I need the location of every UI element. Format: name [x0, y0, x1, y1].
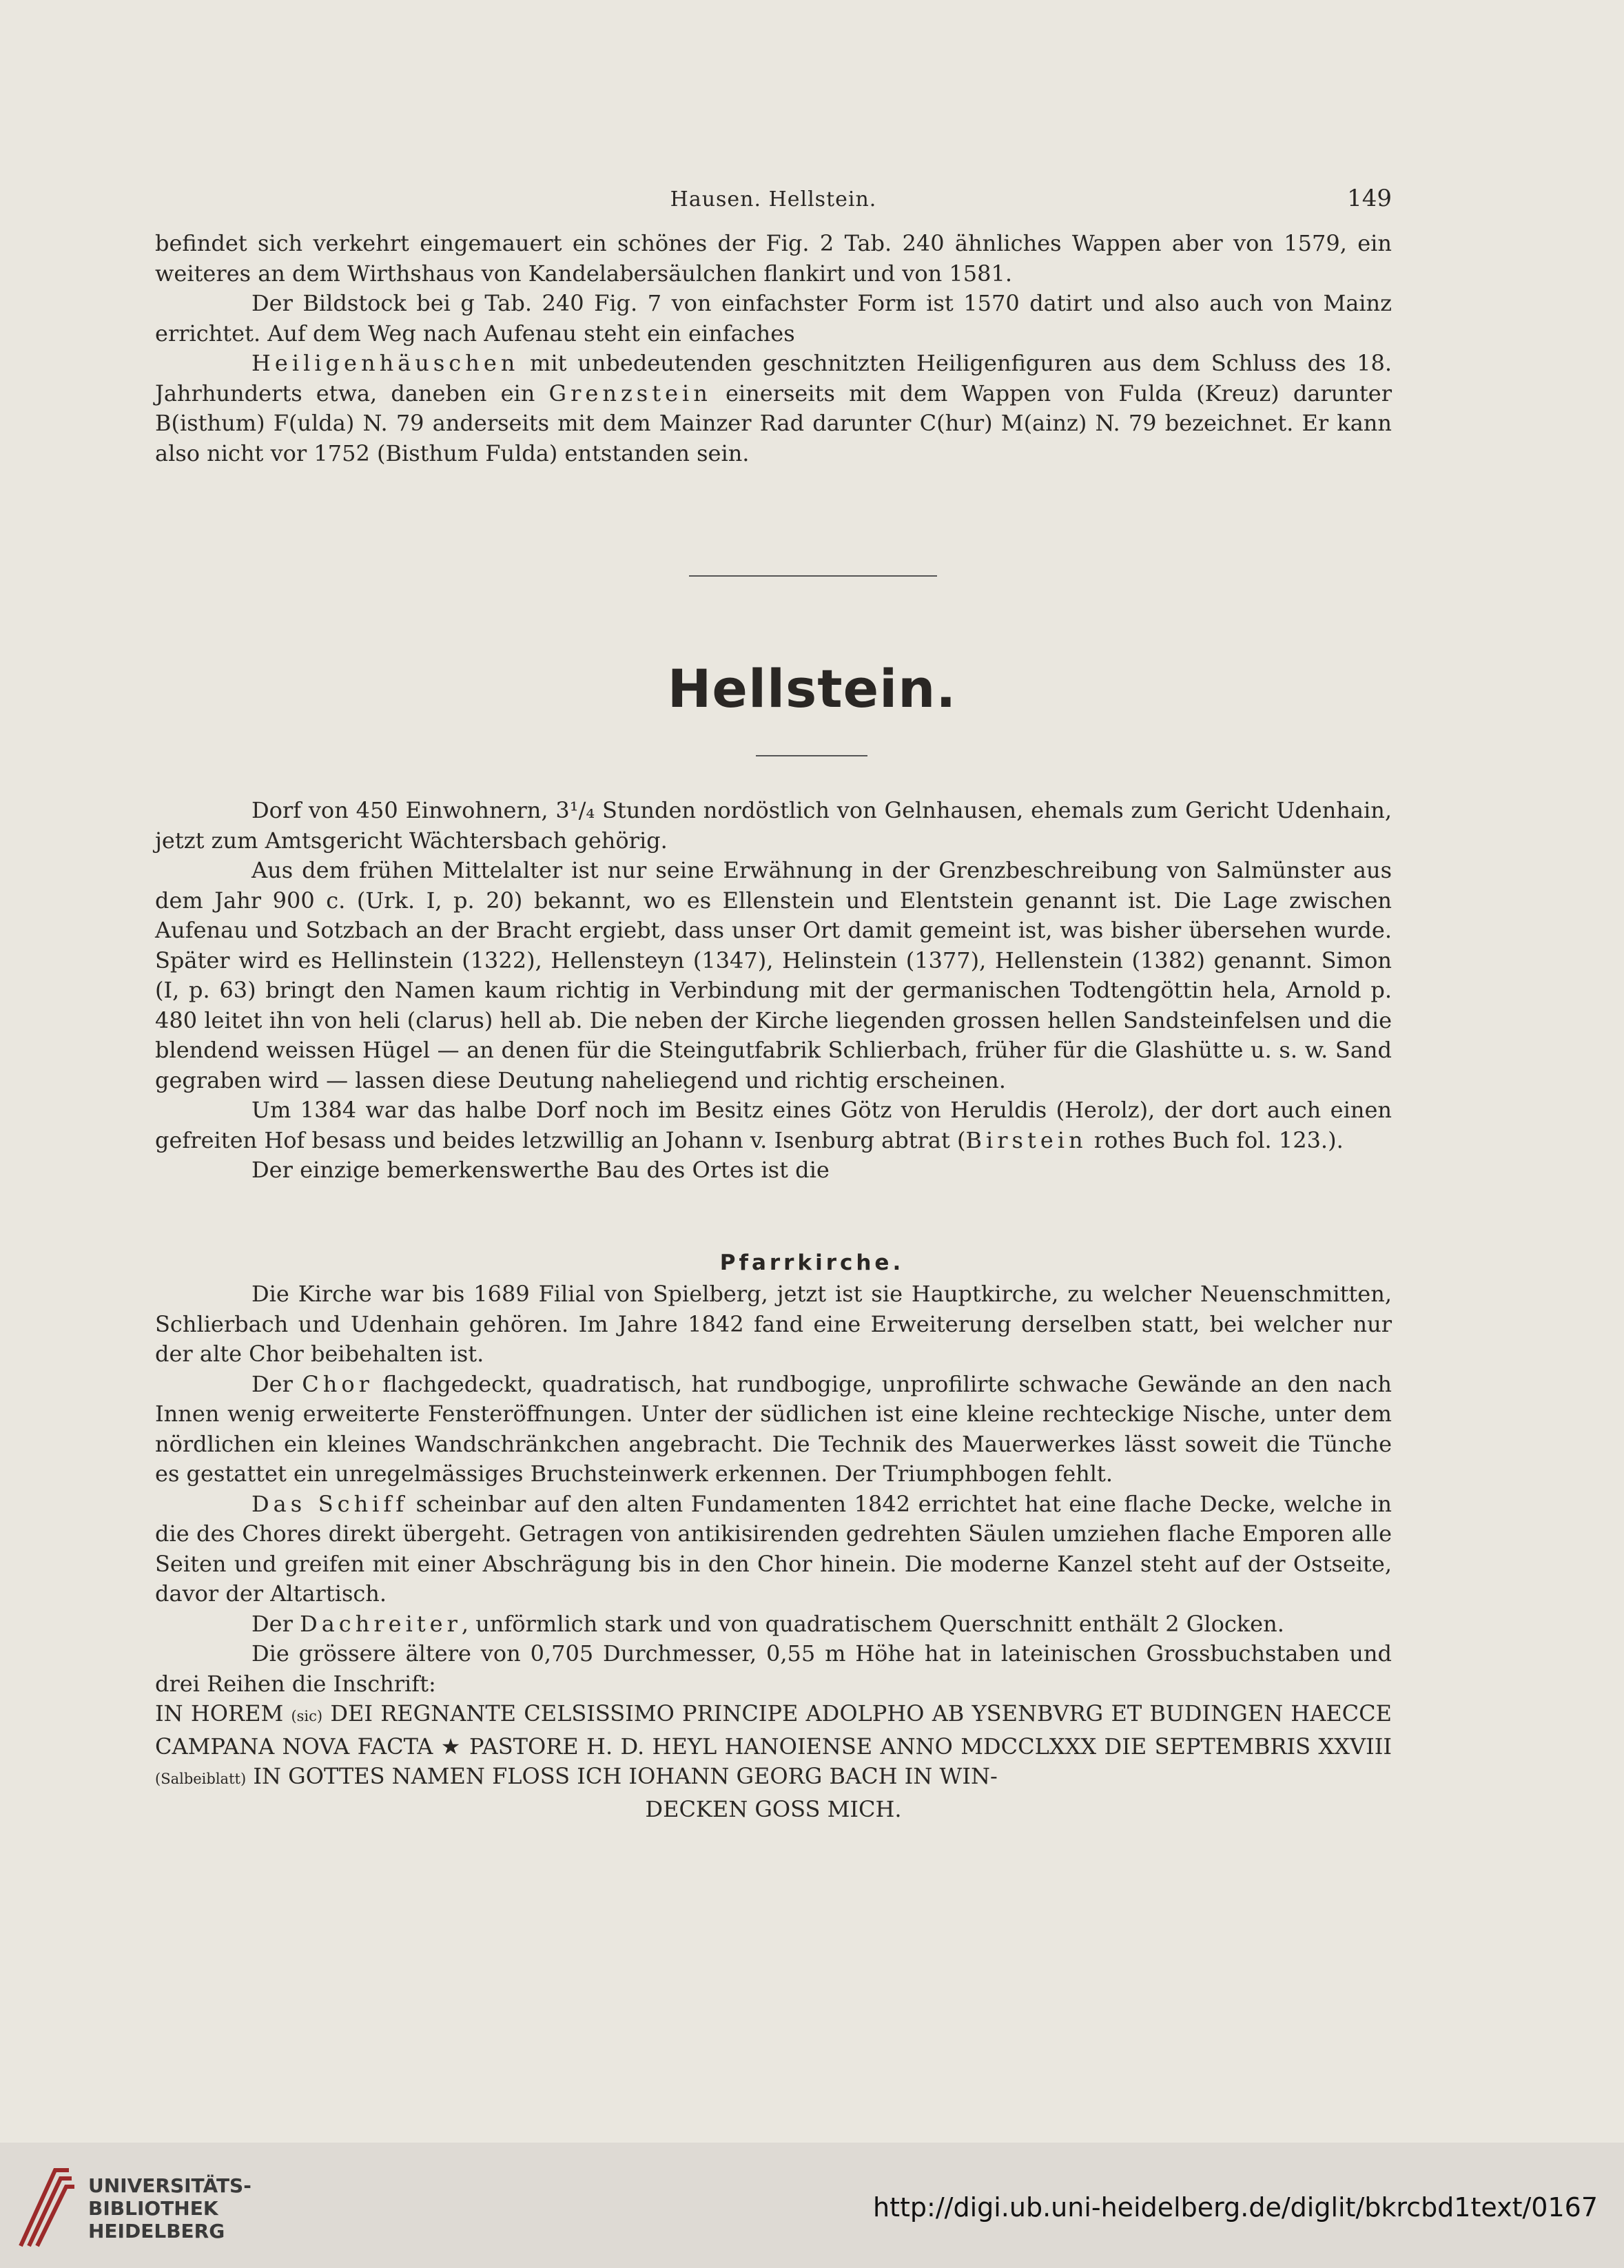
spaced-term: Birstein	[965, 1126, 1087, 1153]
library-logo-icon	[14, 2156, 76, 2253]
running-title: Hausen. Hellstein.	[670, 187, 877, 212]
paragraph: Um 1384 war das halbe Dorf noch im Besitz eines Götz von Heruldis (Herolz), der dort auch einen gefreiten Hof besass und beides letzwillig an Johann v. Isenburg abtrat (Birstein rothes Buch fol. 123.).	[155, 1097, 1392, 1153]
paragraph: Die grössere ältere von 0,705 Durchmesser, 0,55 m Höhe hat in lateinischen Grossbuchstaben und drei Reihen die Inschrift:	[155, 1640, 1392, 1697]
section-divider	[689, 575, 937, 577]
running-header	[155, 183, 1392, 218]
paragraph: Der Dachreiter, unförmlich stark und von quadratischem Querschnitt enthält 2 Glocken.	[251, 1610, 1284, 1637]
inscription-last-line: DECKEN GOSS MICH.	[645, 1795, 902, 1822]
paragraph: Der Chor flachgedeckt, quadratisch, hat rundbogige, unprofilirte schwache Gewände an den nach Innen wenig erweiterte Fensteröffnungen. Unter der südlichen ist eine kleine rechteckige Nische, unter dem nördlichen ein kleines Wandschränkchen angebracht. Die Technik des Mauerwerkes lässt soweit die Tünche es gestattet ein unregelmässiges Bruchsteinwerk erkennen. Der Triumphbogen fehlt.	[155, 1370, 1392, 1487]
source-url-link[interactable]: http://digi.ub.uni-heidelberg.de/diglit/bkrcbd1text/0167	[873, 2192, 1598, 2223]
spaced-term: Chor	[302, 1370, 373, 1397]
spaced-term: Das Schiff	[251, 1490, 409, 1517]
hellstein-body	[155, 796, 1392, 1186]
paragraph: Der Bildstock bei g Tab. 240 Fig. 7 von einfachster Form ist 1570 datirt und also auch von Mainz errichtet. Auf dem Weg nach Aufenau steht ein einfaches	[155, 290, 1392, 347]
paragraph: Aus dem frühen Mittelalter ist nur seine Erwähnung in der Grenzbeschreibung von Salmünster aus dem Jahr 900 c. (Urk. I, p. 20) bekannt, wo es Ellenstein und Elentstein genannt ist. Die Lage zwischen Aufenau und Sotzbach an der Bracht ergiebt, dass unser Ort damit gemeint ist, was bisher übersehen wurde. Später wird es Hellinstein (1322), Hellensteyn (1347), Helinstein (1377), Hellenstein (1382) genannt. Simon (I, p. 63) bringt den Namen kaum richtig in Verbindung mit der germanischen Todtengöttin hela, Arnold p. 480 leitet ihn von heli (clarus) hell ab. Die neben der Kirche liegenden grossen hellen Sandsteinfelsen und die blendend weissen Hügel — an denen für die Steingutfabrik Schlierbach, früher für die Glashütte u. s. w. Sand gegraben wird — lassen diese Deutung naheliegend und richtig erscheinen.	[155, 857, 1392, 1093]
sic-note: (sic)	[291, 1708, 323, 1724]
paragraph: befindet sich verkehrt eingemauert ein schönes der Fig. 2 Tab. 240 ähnliches Wappen aber von 1579, ein weiteres an dem Wirthshaus von Kandelabersäulchen flankirt und von 1581.	[155, 230, 1392, 287]
section-heading: Pfarrkirche.	[719, 1250, 905, 1275]
paragraph: Der einzige bemerkenswerthe Bau des Ortes ist die	[251, 1157, 830, 1183]
spaced-term: Dachreiter	[300, 1610, 462, 1637]
paragraph: Die Kirche war bis 1689 Filial von Spielberg, jetzt ist sie Hauptkirche, zu welcher Neuenschmitten, Schlierbach und Udenhain gehören. Im Jahre 1842 fand eine Erweiterung derselben statt, bei welcher nur der alte Chor beibehalten ist.	[155, 1281, 1392, 1367]
paragraph: Dorf von 450 Einwohnern, 3¹/₄ Stunden nordöstlich von Gelnhausen, ehemals zum Gericht Udenhain, jetzt zum Amtsgericht Wächtersbach gehörig.	[155, 797, 1392, 854]
article-title: Hellstein.	[667, 658, 957, 719]
paragraph: Das Schiff scheinbar auf den alten Fundamenten 1842 errichtet hat eine flache Decke, welche in die des Chores direkt übergeht. Getragen von antikisirenden gedrehten Säulen umziehen flache Emporen alle Seiten und greifen mit einer Abschrägung bis in den Chor hinein. Die moderne Kanzel steht auf der Ostseite, davor der Altartisch.	[155, 1490, 1392, 1607]
footer-bar	[0, 2143, 1624, 2268]
hausen-continuation	[155, 229, 1392, 468]
bell-inscription: IN HOREM (sic) DEI REGNANTE CELSISSIMO PRINCIPE ADOLPHO AB YSENBVRG ET BUDINGEN HAECCE CAMPANA NOVA FACTA ★ PASTORE H. D. HEYL HANOIENSE ANNO MDCCLXXX DIE SEPTEMBRIS XXVIII (Salbeiblatt) IN GOTTES NAMEN FLOSS ICH IOHANN GEORG BACH IN WIN- DECKEN GOSS MICH.	[155, 1699, 1392, 1824]
spaced-term: Grenzstein	[548, 380, 712, 406]
salbeiblatt-note: (Salbeiblatt)	[155, 1771, 247, 1787]
paragraph: Heiligenhäuschen mit unbedeutenden geschnitzten Heiligenfiguren aus dem Schluss des 18. Jahrhunderts etwa, daneben ein Grenzstein einerseits mit dem Wappen von Fulda (Kreuz) darunter B(isthum) F(ulda) N. 79 anderseits mit dem Mainzer Rad darunter C(hur) M(ainz) N. 79 bezeichnet. Er kann also nicht vor 1752 (Bisthum Fulda) entstanden sein.	[155, 350, 1392, 466]
pfarrkirche-body	[155, 1279, 1392, 1824]
page-number: 149	[1347, 185, 1392, 212]
spaced-term: Heiligenhäuschen	[251, 350, 520, 376]
library-name: UNIVERSITÄTS- BIBLIOTHEK HEIDELBERG	[88, 2174, 251, 2243]
title-rule	[756, 755, 867, 756]
